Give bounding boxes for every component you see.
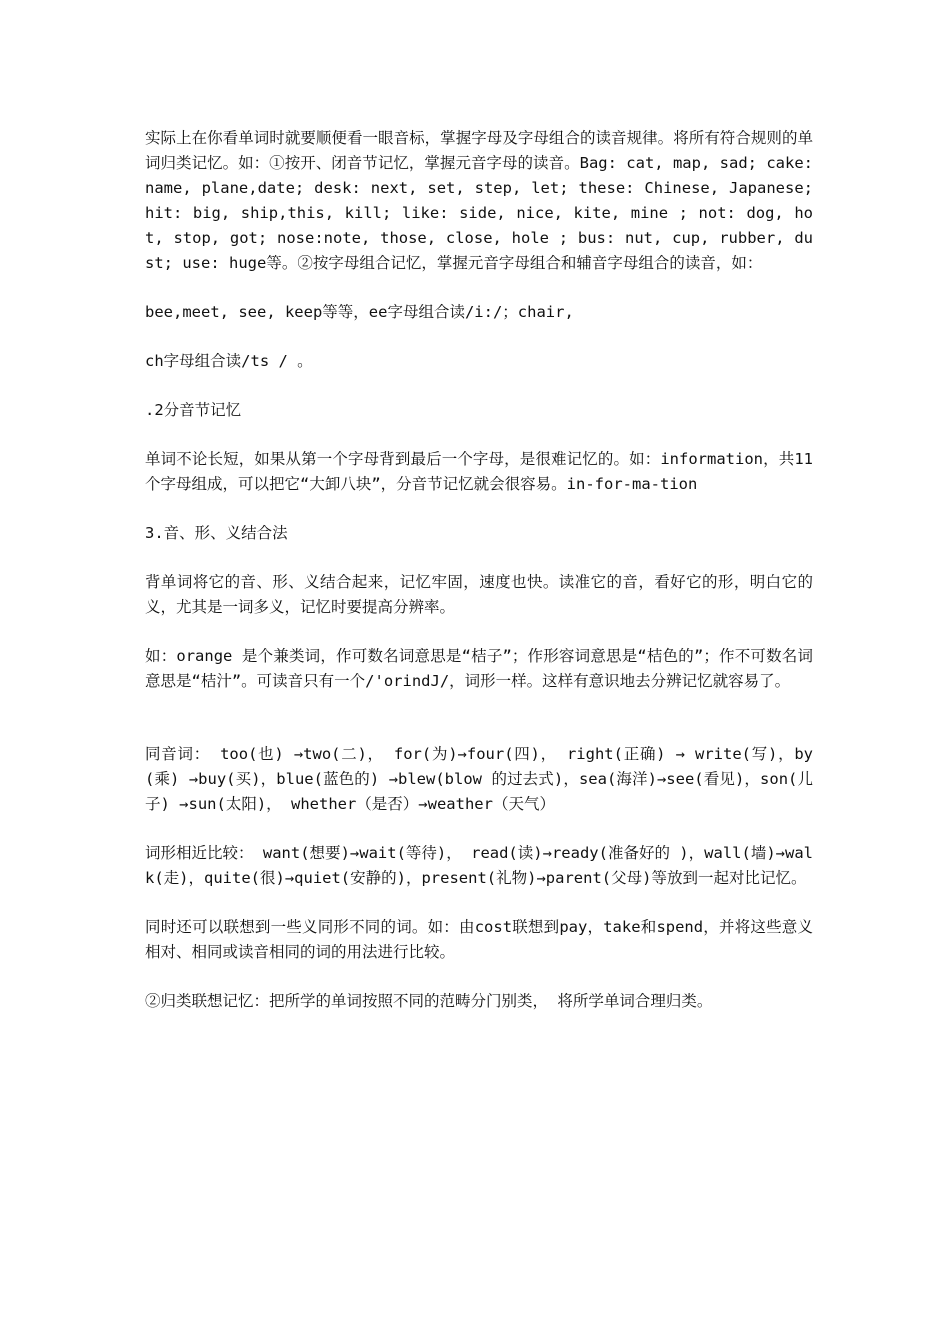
section-heading-sound-form-meaning: 3.音、形、义结合法 bbox=[145, 524, 288, 542]
paragraph-orange-example: 如：orange 是个兼类词，作可数名词意思是“桔子”；作形容词意思是“桔色的”；作不可数名词意思是“桔汁”。可读音只有一个/'orindJ/，词形一样。这样有意识地去分辨记忆就容易了。 bbox=[145, 647, 813, 690]
paragraph-sound-form-meaning: 背单词将它的音、形、义结合起来，记忆牢固，速度也快。读准它的音，看好它的形，明白它的义，尤其是一词多义，记忆时要提高分辨率。 bbox=[145, 573, 813, 616]
paragraph-similar-forms: 词形相近比较： want(想要)→wait(等待)， read(读)→ready(准备好的 )，wall(墙)→walk(走)，quite(很)→quiet(安静的)，present(礼物)→parent(父母)等放到一起对比记忆。 bbox=[145, 844, 813, 887]
section-heading-syllable: .2分音节记忆 bbox=[145, 401, 242, 419]
paragraph-category-memory: ②归类联想记忆：把所学的单词按照不同的范畴分门别类， 将所学单词合理归类。 bbox=[145, 992, 713, 1010]
paragraph-ee-combination: bee,meet, see, keep等等，ee字母组合读/i:/；chair, bbox=[145, 303, 574, 321]
paragraph-homophones: 同音词： too(也) →two(二)， for(为)→four(四)， right(正确) → write(写)，by(乘) →buy(买)，blue(蓝色的) →blew(blow 的过去式)，sea(海洋)→see(看见)，son(儿子) →sun(太阳)， whether（是否）→weather（天气） bbox=[145, 745, 813, 813]
paragraph-ch-combination: ch字母组合读/ts / 。 bbox=[145, 352, 313, 370]
paragraph-synonyms: 同时还可以联想到一些义同形不同的词。如：由cost联想到pay，take和spend，并将这些意义相对、相同或读音相同的词的用法进行比较。 bbox=[145, 918, 813, 961]
document-body bbox=[145, 126, 813, 1014]
paragraph-phonics-rules: 实际上在你看单词时就要顺便看一眼音标，掌握字母及字母组合的读音规律。将所有符合规则的单词归类记忆。如：①按开、闭音节记忆，掌握元音字母的读音。Bag: cat, map, sad; cake: name, plane,date; desk: next, set, step, let; these: Chinese, Japanese; hit: big, ship,this, kill; like: side, nice, kite, mine ; not: dog, hot, stop, got; nose:note, those, close, hole ; bus: nut, cup, rubber, dust; use: huge等。②按字母组合记忆，掌握元音字母组合和辅音字母组合的读音，如： bbox=[145, 129, 813, 272]
paragraph-syllable-memory: 单词不论长短，如果从第一个字母背到最后一个字母，是很难记忆的。如：information，共11个字母组成，可以把它“大卸八块”，分音节记忆就会很容易。in-for-ma-tion bbox=[145, 450, 813, 493]
